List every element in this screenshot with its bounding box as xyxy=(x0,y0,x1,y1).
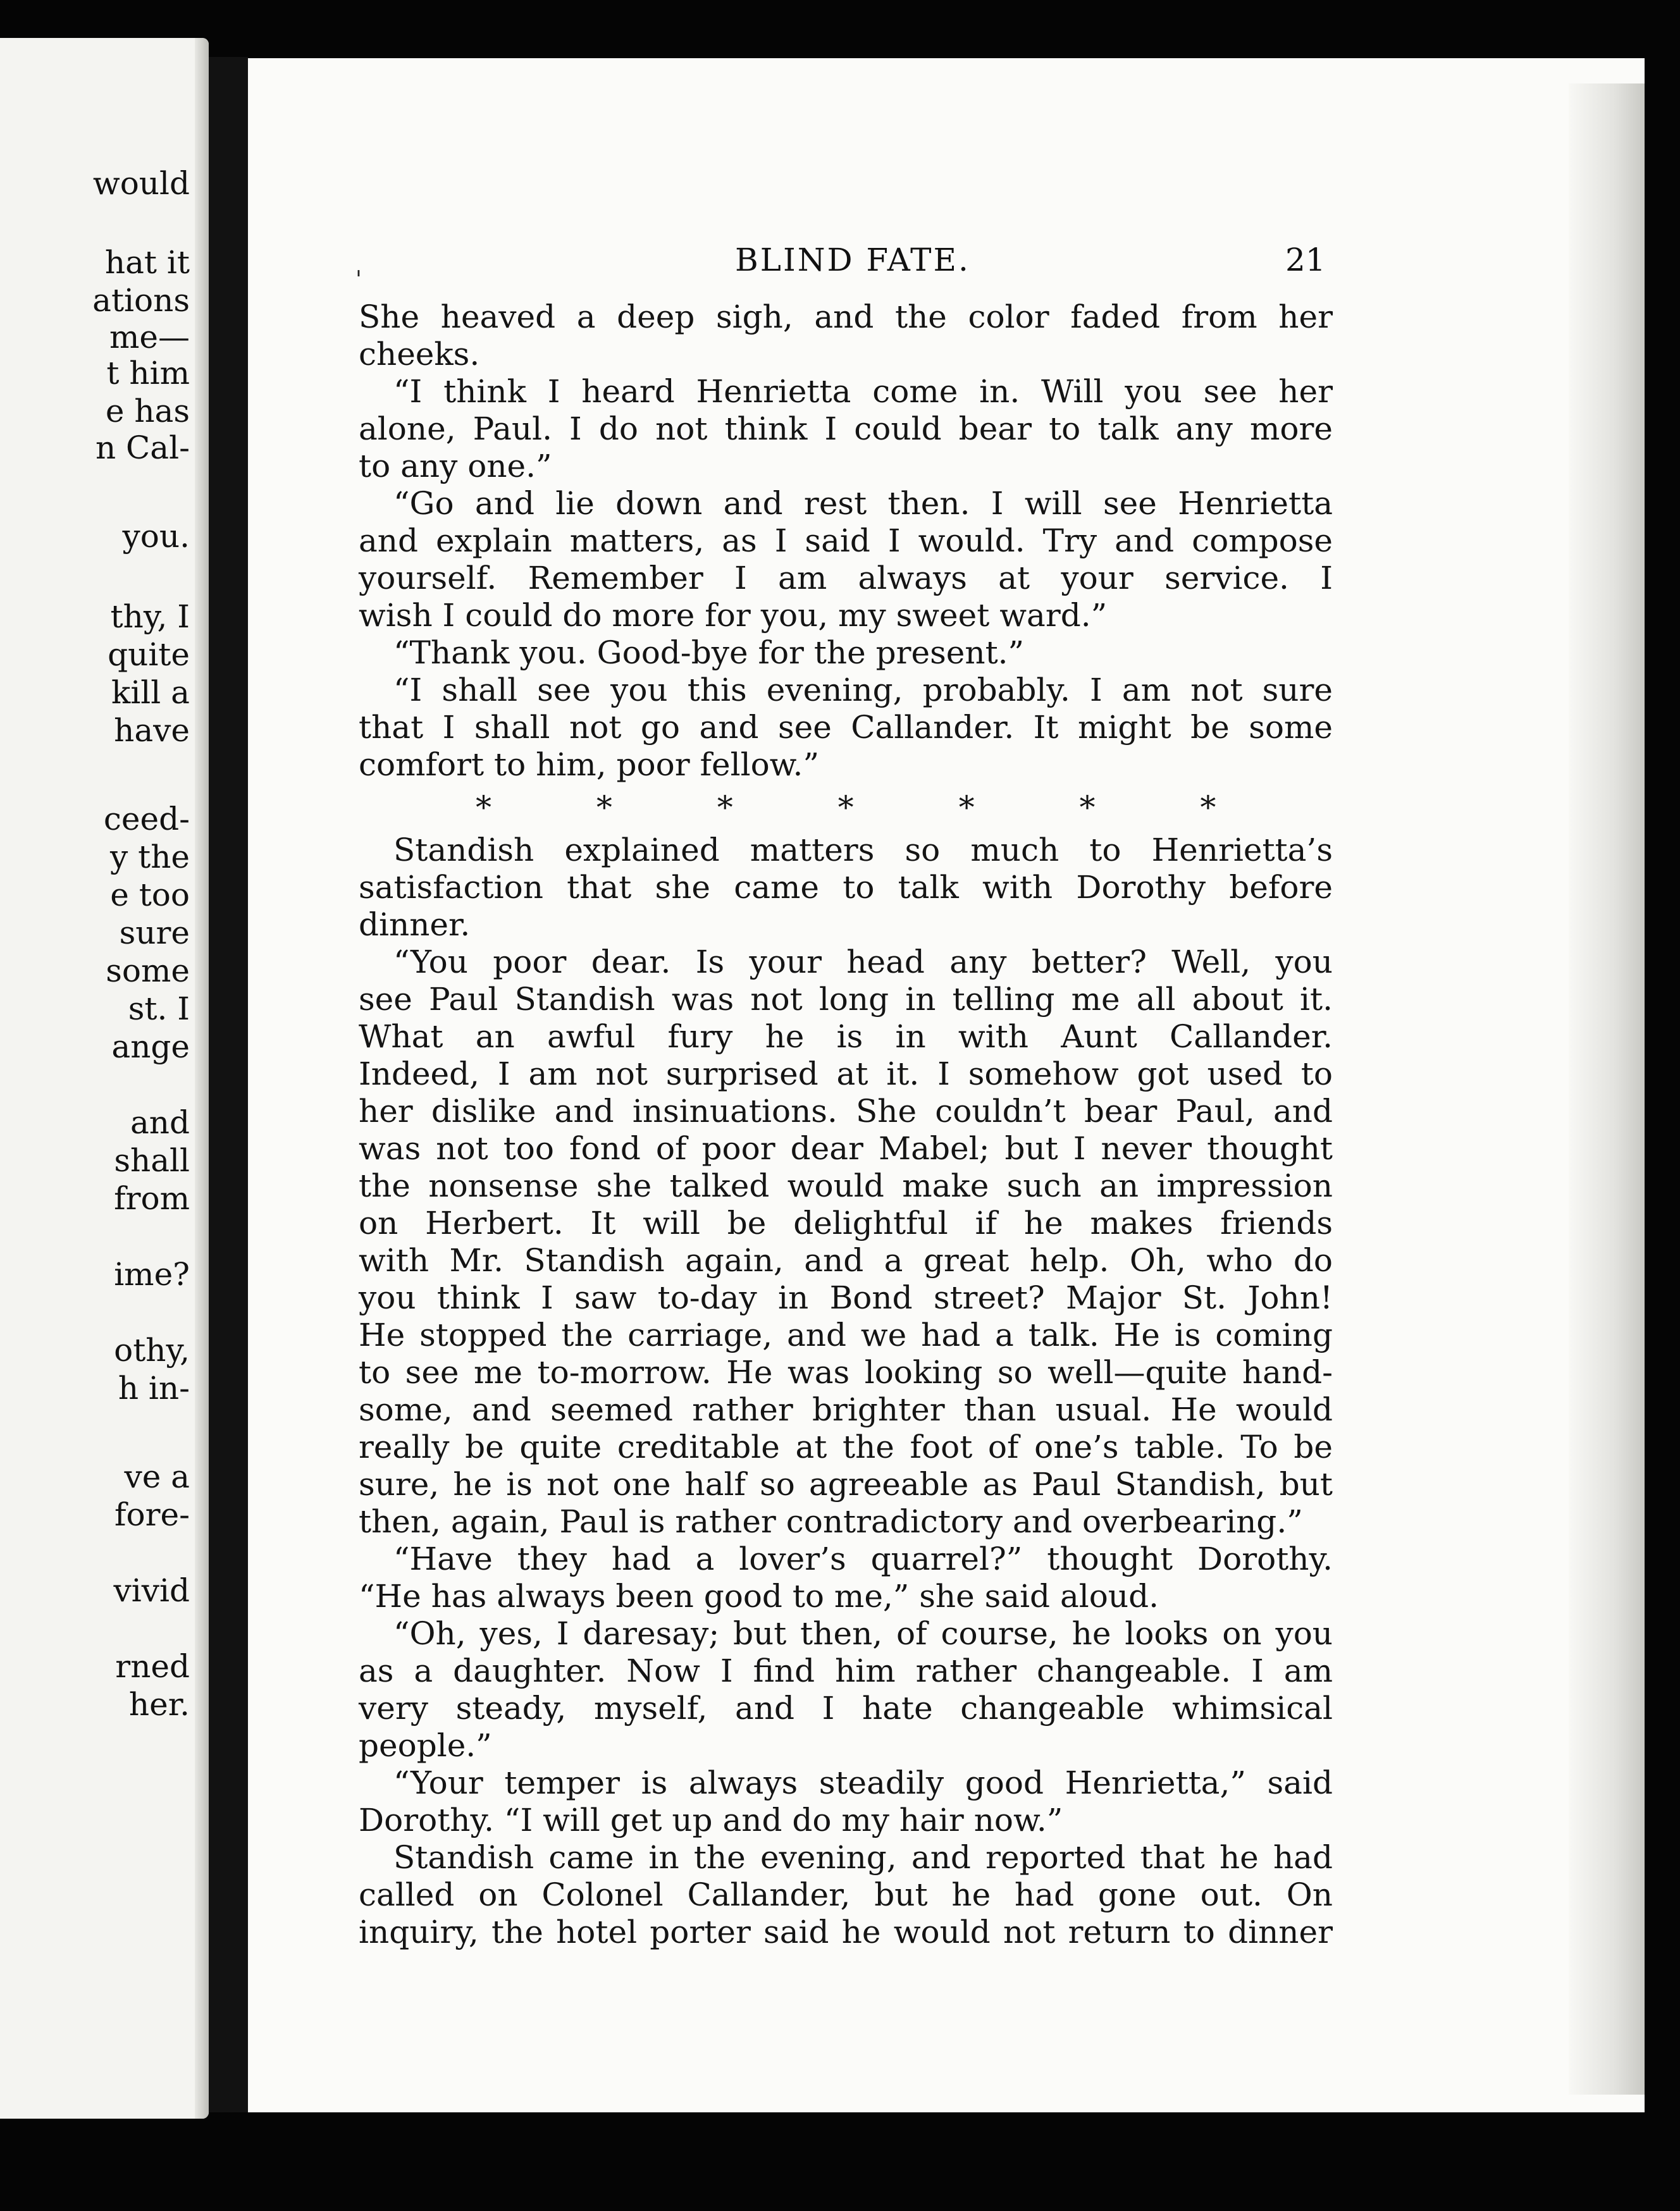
text-line: What an awful fury he is in with Aunt Callander. xyxy=(359,1018,1333,1055)
text-line: her dislike and insinuations. She couldn’t bear Paul, and xyxy=(359,1093,1333,1130)
left-page-text-fragment: and xyxy=(130,1104,190,1141)
left-page-text-fragment: h in- xyxy=(118,1370,190,1407)
text-line: “Have they had a lover’s quarrel?” thought Dorothy. xyxy=(393,1541,1333,1577)
page-edge-stack xyxy=(1569,83,1645,2095)
text-line: “I think I heard Henrietta come in. Will you see her xyxy=(393,373,1333,410)
text-line: “Go and lie down and rest then. I will see Henrietta xyxy=(393,485,1333,522)
left-page-text-fragment: vivid xyxy=(113,1572,190,1609)
left-page-text-fragment: ange xyxy=(111,1028,190,1065)
section-break-asterisks: * * * * * * * xyxy=(476,789,1216,826)
left-page-text-fragment: n Cal- xyxy=(95,429,190,466)
text-line: as a daughter. Now I find him rather changeable. I am xyxy=(359,1653,1333,1689)
left-page-text-fragment: rned xyxy=(115,1648,190,1685)
text-line: alone, Paul. I do not think I could bear to talk any more xyxy=(359,410,1333,447)
text-line: then, again, Paul is rather contradictory and overbearing.” xyxy=(359,1503,1303,1540)
text-line: some, and seemed rather brighter than usual. He would xyxy=(359,1391,1333,1428)
text-line: comfort to him, poor fellow.” xyxy=(359,746,820,783)
left-page-text-fragment: othy, xyxy=(114,1332,190,1369)
text-line: satisfaction that she came to talk with Dorothy before xyxy=(359,869,1333,906)
left-page-text-fragment: quite xyxy=(108,636,190,673)
text-line: the nonsense she talked would make such an impression xyxy=(359,1167,1333,1204)
left-page-text-fragment: ime? xyxy=(114,1256,190,1293)
left-page-text-fragment: her. xyxy=(128,1686,190,1723)
text-line: you think I saw to-day in Bond street? Major St. John! xyxy=(359,1279,1333,1316)
text-line: very steady, myself, and I hate changeable whimsical xyxy=(359,1690,1333,1727)
text-line: that I shall not go and see Callander. It might be some xyxy=(359,709,1333,746)
left-page-text-fragment: st. I xyxy=(128,990,190,1027)
text-line: “Your temper is always steadily good Henrietta,” said xyxy=(393,1764,1333,1801)
left-page-text-fragment: thy, I xyxy=(110,598,190,635)
text-line: wish I could do more for you, my sweet ward.” xyxy=(359,597,1108,634)
left-page-text-fragment: fore- xyxy=(114,1496,190,1533)
text-line: Indeed, I am not surprised at it. I somehow got used to xyxy=(359,1056,1333,1092)
text-line: inquiry, the hotel porter said he would not return to dinner xyxy=(359,1914,1333,1950)
text-line: “Thank you. Good-bye for the present.” xyxy=(393,634,1025,671)
text-line: “Oh, yes, I daresay; but then, of course, he looks on you xyxy=(393,1615,1333,1652)
right-page xyxy=(248,58,1645,2112)
book-spine xyxy=(209,57,248,2112)
text-line: “He has always been good to me,” she said aloud. xyxy=(359,1578,1159,1615)
text-line: and explain matters, as I said I would. Try and compose xyxy=(359,522,1333,559)
left-page-text-fragment: hat it xyxy=(104,244,190,281)
running-head: BLIND FATE. xyxy=(735,242,970,278)
text-line: really be quite creditable at the foot of one’s table. To be xyxy=(359,1429,1333,1465)
left-page-text-fragment: ceed- xyxy=(103,801,190,837)
left-page-text-fragment: you. xyxy=(122,518,190,555)
text-line: called on Colonel Callander, but he had gone out. On xyxy=(359,1876,1333,1913)
text-line: on Herbert. It will be delightful if he makes friends xyxy=(359,1205,1333,1241)
left-page-text-fragment: shall xyxy=(114,1142,190,1179)
text-line: with Mr. Standish again, and a great help. Oh, who do xyxy=(359,1242,1333,1279)
text-line: “You poor dear. Is your head any better? Well, you xyxy=(393,944,1333,980)
text-line: She heaved a deep sigh, and the color faded from her xyxy=(359,299,1333,335)
text-line: yourself. Remember I am always at your service. I xyxy=(359,560,1333,596)
header-mark: ' xyxy=(355,267,362,293)
left-page-text-fragment: would xyxy=(92,165,190,202)
text-line: “I shall see you this evening, probably. I am not sure xyxy=(393,672,1333,708)
text-line: Standish explained matters so much to Henrietta’s xyxy=(393,832,1333,868)
text-line: to see me to-morrow. He was looking so well—quite hand- xyxy=(359,1354,1333,1391)
text-line: people.” xyxy=(359,1727,492,1764)
page-body-text xyxy=(359,299,1333,1951)
text-line: He stopped the carriage, and we had a talk. He is coming xyxy=(359,1317,1333,1353)
left-page-text-fragment: ations xyxy=(92,282,190,319)
text-line: Dorothy. “I will get up and do my hair now.” xyxy=(359,1802,1063,1838)
text-line: sure, he is not one half so agreeable as Paul Standish, but xyxy=(359,1466,1333,1503)
left-page-text-fragment: e too xyxy=(110,877,190,913)
left-page-text-fragment: sure xyxy=(119,915,190,951)
text-line: dinner. xyxy=(359,906,471,943)
left-page-text-fragment: t him xyxy=(106,355,190,391)
text-line: Standish came in the evening, and reported that he had xyxy=(393,1839,1333,1876)
left-page-text-fragment: ve a xyxy=(124,1458,190,1495)
left-page-text-fragment: some xyxy=(106,952,190,989)
left-page-text-fragment: kill a xyxy=(111,674,190,711)
text-line: was not too fond of poor dear Mabel; but I never thought xyxy=(359,1130,1333,1167)
left-page-text-fragment: from xyxy=(114,1180,190,1217)
left-page xyxy=(0,38,209,2119)
text-line: cheeks. xyxy=(359,336,480,373)
left-page-text-fragment: y the xyxy=(109,839,190,875)
page-number: 21 xyxy=(1285,242,1326,278)
left-page-text-fragment: have xyxy=(114,712,190,749)
left-page-text-fragment: me— xyxy=(109,319,190,355)
left-page-text-fragment: e has xyxy=(105,393,190,429)
text-line: to any one.” xyxy=(359,448,552,484)
left-page-gutter-shadow xyxy=(195,38,209,2119)
text-line: see Paul Standish was not long in telling me all about it. xyxy=(359,981,1333,1018)
